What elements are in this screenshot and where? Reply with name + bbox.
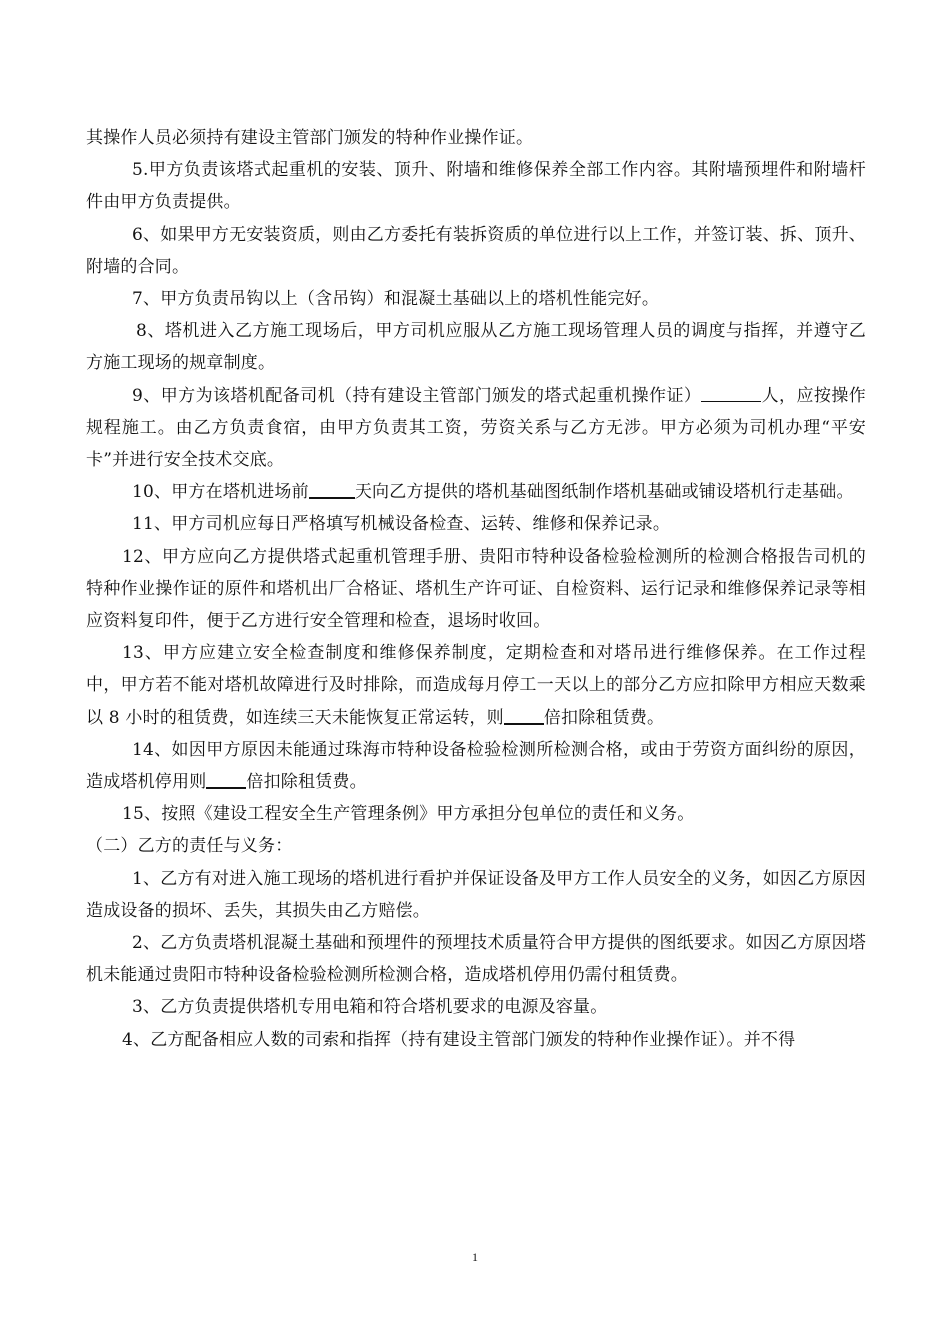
clause-9 — [86, 380, 866, 477]
clause-14-part-a: 14、如因甲方原因未能通过珠海市特种设备检验检测所检测合格，或由于劳资方面纠纷的原因，造成塔机停用则 — [86, 739, 866, 793]
paragraph-continuation: 其操作人员必须持有建设主管部门颁发的特种作业操作证。 — [86, 128, 534, 148]
clause-12: 12、甲方应向乙方提供塔式起重机管理手册、贵阳市特种设备检验检测所的检测合格报告司机的特种作业操作证的原件和塔机出厂合格证、塔机生产许可证、自检资料、运行记录和维修保养记录等相应资料复印件，便于乙方进行安全管理和检查，退场时收回。 — [86, 546, 866, 632]
clause-9-part-b: 人，应按操作规程施工。由乙方负责食宿，由甲方负责其工资，劳资关系与乙方无涉。甲方必须为司机办理“平安卡”并进行安全技术交底。 — [86, 385, 867, 471]
document-body — [86, 122, 866, 1056]
blank-driver-count[interactable] — [701, 383, 761, 402]
blank-days-before[interactable] — [309, 479, 355, 499]
clause-9-part-a: 9、甲方为该塔机配备司机（持有建设主管部门颁发的塔式起重机操作证） — [132, 385, 702, 406]
party-b-clause-1: 1、乙方有对进入施工现场的塔机进行看护并保证设备及甲方工作人员安全的义务，如因乙方原因造成设备的损坏、丢失，其损失由乙方赔偿。 — [86, 868, 866, 921]
party-b-clause-4: 4、乙方配备相应人数的司索和指挥（持有建设主管部门颁发的特种作业操作证）。并不得 — [122, 1029, 796, 1050]
clause-14-part-b: 倍扣除租赁费。 — [246, 772, 367, 793]
blank-multiplier-14[interactable] — [206, 769, 246, 789]
blank-multiplier-13[interactable] — [504, 705, 544, 725]
party-b-clause-2: 2、乙方负责塔机混凝土基础和预埋件的预埋技术质量符合甲方提供的图纸要求。如因乙方原因塔机未能通过贵阳市特种设备检验检测所检测合格，造成塔机停用仍需付租赁费。 — [86, 933, 866, 986]
clause-10-part-a: 10、甲方在塔机进场前 — [132, 482, 309, 503]
clause-13-part-b: 倍扣除租赁费。 — [543, 707, 665, 728]
clause-5: 5.甲方负责该塔式起重机的安装、顶升、附墙和维修保养全部工作内容。其附墙预埋件和附墙杆件由甲方负责提供。 — [86, 160, 866, 213]
party-b-clause-3: 3、乙方负责提供塔机专用电箱和符合塔机要求的电源及容量。 — [132, 997, 608, 1018]
clause-10 — [86, 476, 866, 508]
section-heading: （二）乙方的责任与义务： — [86, 836, 293, 857]
clause-13-part-a: 13、甲方应建立安全检查制度和维修保养制度，定期检查和对塔吊进行维修保养。在工作过程中，甲方若不能对塔机故障进行及时排除，而造成每月停工一天以上的部分乙方应扣除甲方相应天数乘以 8 小时的租赁费，如连续三天未能恢复正常运转，则 — [86, 643, 866, 728]
clause-14 — [86, 734, 866, 798]
clause-6: 6、如果甲方无安装资质，则由乙方委托有装拆资质的单位进行以上工作，并签订装、拆、顶升、附墙的合同。 — [86, 224, 866, 277]
clause-13 — [86, 637, 866, 734]
clause-8: 8、塔机进入乙方施工现场后，甲方司机应服从乙方施工现场管理人员的调度与指挥，并遵守乙方施工现场的规章制度。 — [86, 321, 866, 374]
clause-7: 7、甲方负责吊钩以上（含吊钩）和混凝土基础以上的塔机性能完好。 — [132, 289, 660, 310]
clause-11: 11、甲方司机应每日严格填写机械设备检查、运转、维修和保养记录。 — [132, 514, 671, 535]
page-number: 1 — [472, 1250, 478, 1264]
clause-15: 15、按照《建设工程安全生产管理条例》甲方承担分包单位的责任和义务。 — [122, 804, 695, 825]
clause-10-part-b: 天向乙方提供的塔机基础图纸制作塔机基础或铺设塔机行走基础。 — [354, 482, 854, 503]
